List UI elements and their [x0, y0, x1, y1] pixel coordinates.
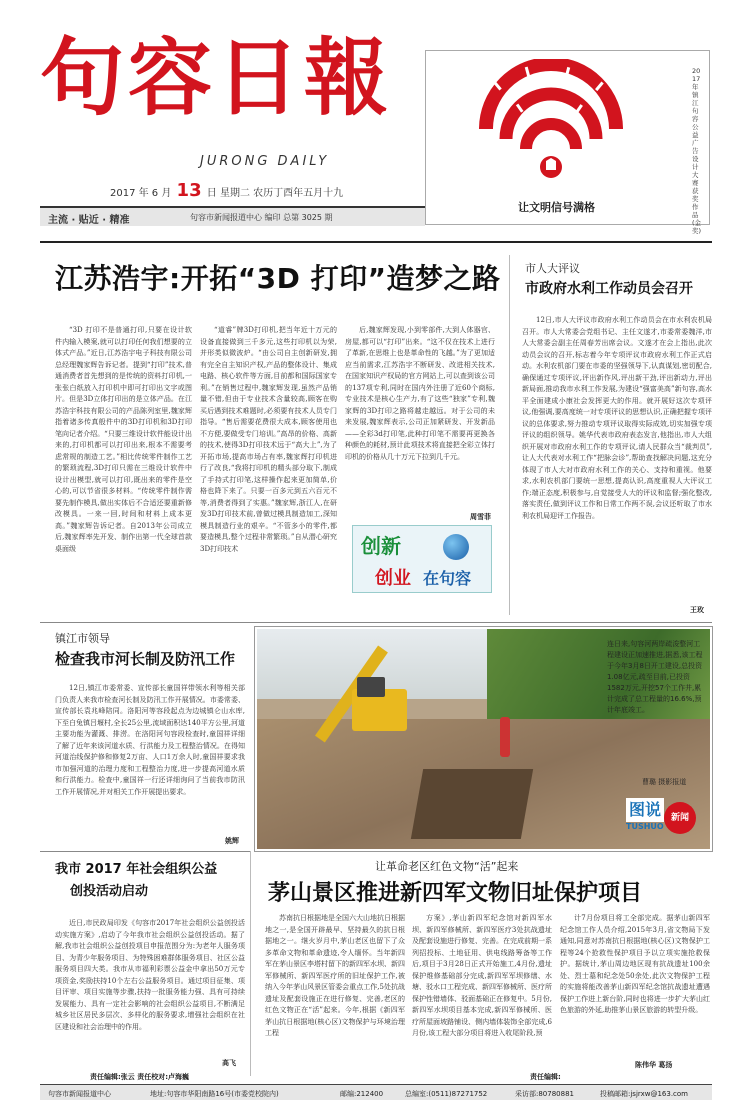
footer-bar — [40, 1084, 712, 1100]
badge-tag: 新闻 — [664, 802, 696, 834]
side-text: 12日,市人大评议市政府水利工作动员会在市水利农机局召开。市人大常委会党组书记、主任文遂才,市委常委魏洋,市人大常委会副主任周春芳出席会议。文遂才在会上指出,此次动员会议的召开,标志着今年专项评议市政府水利工作正式启动。水利农机部门要在市委的坚强领导下,认真谋划,密切配合,确保通过专项评议,评出新作风,评出新干劲,评出新动力,评出新局面,推动我市水利工作发展,为建设“强富美高”新句容,高水平全面建成小康社会发挥更大的作用。就开展好这次专项评议,他强调,要高度统一对专项评议的思想认识,正确把握专项评议的总体要求,努力推动专项评议取得实际成效,切实加强专项评议的组织领导。姚华代表市政府表态发言,他指出,市人大组织开展对市政府水利工作的专项评议,请人民群众当“裁判员”,让人大代表对水利工作“把脉会诊”,帮助查找解决问题,这充分体现了市人大对市政府水利工作的关心、支持和重视。他要求,水利农机部门要统一思想,提高认识,高度重视人大评议工作;端正态度,积极参与,自觉接受人大的评议和监督;强化整改,落实责任,做到评议工作和日常工作两不误,会议还听取了市水利农机局迎评工作报告。 — [522, 316, 712, 520]
date-prefix: 2017 年 6 月 — [110, 188, 172, 199]
lead-byline: 周雪菲 — [470, 513, 491, 521]
editor-line-right: 责任编辑: — [530, 1073, 561, 1081]
promo-box — [352, 525, 492, 593]
excavator-cab — [357, 677, 385, 697]
flood-headline: 检查我市河长制及防汛工作 — [55, 650, 236, 668]
footer-address: 地址:句容市华阳南路16号(市委党校院内) — [150, 1090, 279, 1098]
promo-globe-icon — [443, 534, 469, 560]
charity-body — [55, 918, 245, 1058]
worker — [500, 717, 510, 757]
ad-box — [425, 50, 710, 235]
footer-postcode: 邮编:212400 — [340, 1090, 384, 1098]
publisher-line: 句容市新闻报道中心 编印 总第 3025 期 — [190, 213, 333, 222]
flood-byline: 姚辉 — [225, 837, 239, 845]
lead-col-1 — [55, 325, 192, 615]
footer-reporting: 采访部:80780881 — [515, 1090, 574, 1098]
footer-publisher: 句容市新闻报道中心 — [48, 1090, 111, 1098]
maoshan-col-3 — [560, 913, 710, 1053]
side-kicker: 市人大评议 — [525, 262, 580, 275]
charity-headline-1: 我市 2017 年社会组织公益 — [55, 862, 218, 877]
ad-caption: 让文明信号满格 — [518, 201, 595, 214]
lead-headline: 江苏浩宇:开拓“3D 打印”造梦之路 — [55, 262, 501, 295]
side-headline: 市政府水利工作动员会召开 — [525, 281, 693, 297]
divider — [40, 622, 712, 623]
date-line — [110, 180, 343, 201]
charity-text: 近日,市民政局印发《句容市2017年社会组织公益创投活动实施方案》,启动了今年我市社会组织公益创投活动。据了解,我市社会组织公益创投项目申报范围分为:为老年人服务项目、为青少年服务项目、为特殊困难群体服务项目、社区公益服务项目四大类。我市从市福利彩票公益金中拿出50万元专项资金,奖励扶持10个左右公益服务项目。通过项目征集、项目评审、项目实施等步骤,扶持一批服务能力强、具有可持续发展能力、具有一定社会影响的社会组织公益项目,不断满足城乡社区居民多层次、多样化的服务要求,增强社会组织在社区建设和社会治理中的作用。 — [55, 919, 245, 1031]
wifi-ribbon-icon — [466, 59, 636, 187]
maoshan-text-1: 苏南抗日根据地是全国六大山地抗日根据地之一,是全国开辟最早、坚持最久的抗日根据地之一。继火岁月中,茅山老区也留下了众多革命文物和革命遗迹,令人缅怀。当年新四军在茅山景区李塔村留下的新四军水坝、新四军修械所、新四军医疗所的旧址保护工作,被纳入今年茅山风景区管委会重点工作,5处抗战遗址及配套设施正在进行修复、完善,老区的红色文物正在“活”起来。今年,根据《新四军茅山抗日根据地(核心区)文物保护与环境治理工程 — [265, 914, 405, 1037]
divider — [250, 851, 251, 1076]
badge-cn: 图说 — [626, 798, 664, 822]
side-body — [522, 315, 712, 605]
maoshan-headline: 茅山景区推进新四军文物旧址保护项目 — [268, 881, 643, 906]
maoshan-text-2: 方案》,茅山新四军纪念馆对新四军水坝、新四军修械所、新四军医疗3处抗战遗址及配套设施进行修复、完善。在完成前期一系列招投标、土地征用、供电线路筹备等工作后,项目于3月28日正式开始施工,4月份,遗址保护维修基础部分完成,新四军军坝修缮、水塘、驳水口工程完成、新四军修械所、医疗所保护性错墙体、驳面基础正在修复中。5月份,新四军水坝项目基本完成,新四军修械所、医疗所屋面坡路铺设、侧内墙体装饰全部完成,6月份,该工程大部分项目将进入收尾阶段,预 — [412, 914, 552, 1037]
promo-line-1: 创新 — [361, 534, 401, 558]
promo-line-2: 创业 — [375, 568, 411, 589]
lead-col-2 — [200, 325, 337, 615]
charity-headline-2: 创投活动启动 — [70, 884, 149, 899]
masthead-english: JURONG DAILY — [200, 154, 330, 169]
maoshan-byline: 陈伟华 葛扬 — [635, 1061, 673, 1069]
masthead — [40, 20, 430, 230]
maoshan-col-2 — [412, 913, 552, 1063]
charity-byline: 高飞 — [222, 1059, 236, 1067]
date-day: 13 — [176, 180, 202, 201]
masthead-title: 句容日報 — [40, 28, 393, 127]
footer-editorial: 总编室:(0511)87271752 — [405, 1090, 488, 1098]
date-suffix: 日 星期二 农历丁酉年五月十九 — [206, 188, 344, 199]
slogan: 主流 · 贴近 · 精准 — [48, 215, 130, 226]
divider — [509, 255, 510, 615]
lead-text-1: “3D 打印不是普通打印,只要在设计软件内输入模案,就可以打印任何我们想要的立体式产品。”近日,江苏浩宇电子科技有限公司总经理魏家辉告诉记者。提到“打印”技术,普通消费者首先想到的是传统的资料打印机,一张张白纸放入打印机中即可打印出文字或图片。但是3D立体打印出的是立体产品。在江苏浩宇科技有限公司的产品陈列室里,魏家辉指着诸多传真般件中的3D打印机和3D打印笔向记者介绍。“只要三维设计软件能设计出来的,打印机都可以打印出来,根本不需要考虑常规的制造工艺。”相比传统零件制作工艺的繁琐流程,3D打印只需在三维设计软件中设计出模型,就可以打印,既出来的零件是空心的,可以节省很多材料。“传统零件制作需要先制作模具,做出实体后不合适还要重新修改模具。一来一回,时间和材料上成本更高。”魏家辉告诉记者。自2013年公司成立后,魏家辉率先开发、制作出第一代全球首款桌面级 — [55, 326, 192, 553]
slogan-bar — [40, 206, 425, 226]
badge-en: TUSHUO — [626, 822, 664, 831]
promo-line-3: 在句容 — [423, 569, 472, 588]
divider — [40, 851, 250, 852]
lead-text-3: 后,魏家辉发现,小到零部件,大到人体器官、房屋,都可以“打印”出来。“这不仅在技术上进行了革新,在思维上也是革命性的飞越。”为了更加适应当前需求,江苏浩宇不断研发、改进相关技术,在国家知识产权局的官方网站上,可以查到该公司的137项专利,同时在国内外注册了近60个商标,专业技术是核心生产力,有了这些“独家”专利,魏家辉的3D打印之路将越走越远。对于公司的未来发展,魏家辉表示,公司正加紧研发、开发新品——全彩3d打印笔,此种打印笔不需要再更换各种颜色的耗材,预计此项技术将直接把全彩立体打印机的价格从几十万元下拉到几千元。 — [345, 326, 495, 461]
maoshan-kicker: 让革命老区红色文物“活”起来 — [375, 860, 519, 873]
trench — [411, 769, 533, 839]
editor-line-left: 责任编辑:张云 责任校对:卢海巍 — [90, 1073, 190, 1081]
tushuo-badge — [626, 798, 696, 838]
maoshan-text-3: 计7月份项目将工全部完成。据茅山新四军纪念馆工作人员介绍,2015年3月,省文物局下发通知,同意对苏南抗日根据地(核心区)文物保护工程等24个抢救性保护项目予以立项实施抢救保护。据统计,茅山周边地区现有抗战遗址100余处、烈士墓和纪念处50余处,此次文物保护工程的实施将能改善茅山新四军纪念馆抗战遗址遭遇保护工作进上新台阶,同时也将进一步扩大茅山红色旅游的外延,助推茅山景区旅游的转型升级。 — [560, 914, 710, 1014]
photo-caption: 连日来,句容河两岸疏浚整河工程建设正加速推进,据悉,该工程于今年3月8日开工建设,总投资1.08亿元,疏至目前,已投资1582万元,开挖57个工作井,累计完成了总工程量的16.6%,预计年底竣工。 — [607, 640, 703, 714]
side-byline: 王玫 — [690, 606, 704, 614]
lead-col-3 — [345, 325, 495, 515]
flood-text: 12日,镇江市委常委、宣传部长童国祥带领水利等相关部门负责人来我市检查河长制及防汛工作开展情况。市委常委、宣传部长袁兆峰陪同。洛阳河等容段起点为边城镇仑山水库,下至白兔镇吕堰村,全长25公里,流域面积达140平方公里,河道主要功能为灌溉、排涝。在洛阳河句容段检查时,童国祥详细了解了近年来该河道水质、行洪能力及工程整治情况。在得知河道治线保护修和修复2万亩、人口1万余人时,童国祥要求我市加强河道的治理力度和工程整治力度,进一步提高河道水质和行洪能力。检查中,童国祥一行还详细询问了当前我市防汛工作开展情况,并对相关工作开展提出要求。 — [55, 684, 245, 796]
flood-body — [55, 683, 245, 833]
ad-side-text: 2017 年镇江句容公益广告设计大赛获奖作品(金奖) — [692, 67, 702, 235]
flood-kicker: 镇江市领导 — [55, 632, 110, 645]
divider — [40, 241, 712, 243]
photo-credit: 曹璐 摄影报道 — [642, 778, 687, 786]
maoshan-col-1 — [265, 913, 405, 1063]
lead-text-2: “道睿”牌3D打印机,把当年近十万元的设备直接做到三千多元,这些打印机以为荣,并形类似微波炉。“由公司自主创新研发,拥有完全自主知识产权,产品的整体设计、集成电路、核心软件等方面,目前都和国际国家专利。”在销售过程中,魏家辉发现,虽然产品销量不错,但由于专业技术含量较高,顾客在购买后遇到技术难题时,必须要有技术人员专门指导。“售后需要花费很大成本,顾客使用也不方便,要做受专门培训。”高昂的价格、高新的技术,使得3D打印技术远于“高大上”,为了开拓市场,提高市场占有率,魏家辉打印机进行了改良,“我将打印机的精头部分取下,制成了手持式打印笔,这样操作起来更加简单,价格也降下来了。只要一百多元到五六百元不等,消费者得到了实惠。”魏家辉,浙江人,在研发3D打印技术前,曾做过模具制造加工,深知模具制造行业的艰辛。“不管多小的零件,都要造模具,整个过程非常繁琐。”自从潜心研究3D打印技术 — [200, 326, 337, 553]
footer-email: 投稿邮箱:jsjrxw@163.com — [600, 1090, 688, 1098]
